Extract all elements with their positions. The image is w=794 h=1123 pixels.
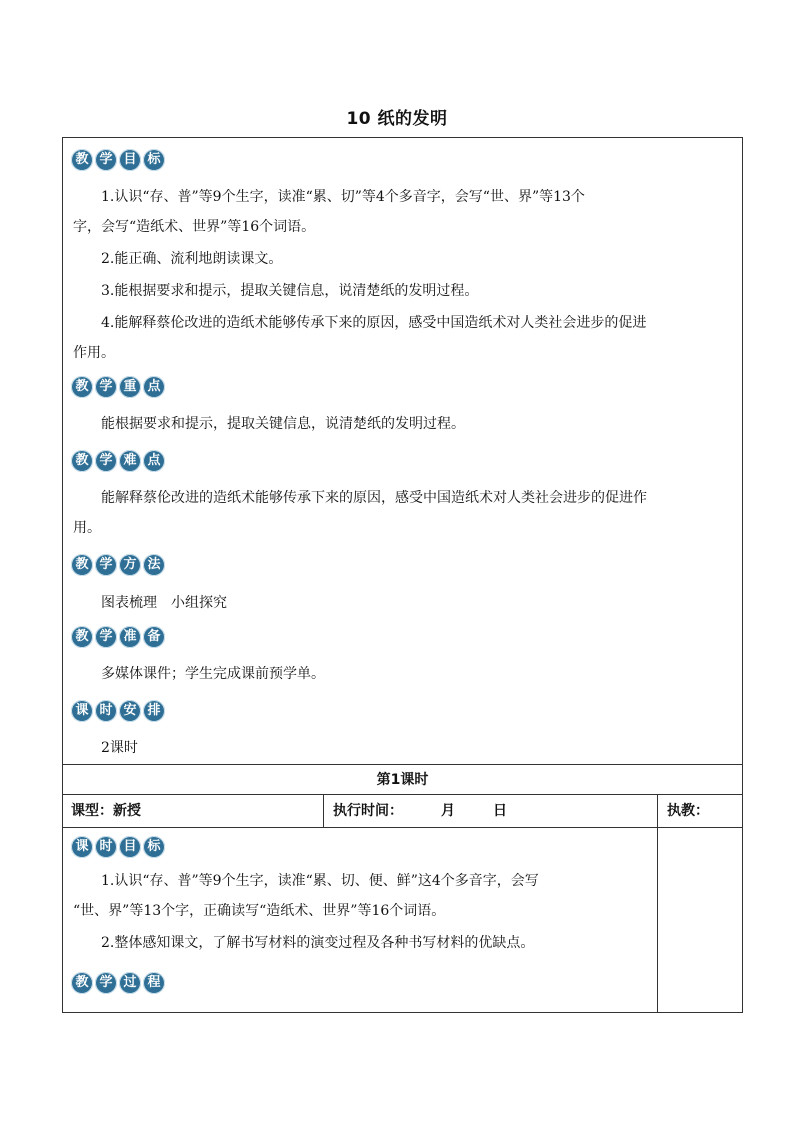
badge-char: 学 — [95, 450, 117, 472]
badge-preparation — [71, 626, 165, 648]
column-divider — [657, 794, 658, 1013]
difficulty-text: 用。 — [73, 520, 101, 536]
badge-char: 教 — [71, 554, 93, 576]
goal-line: 3.能根据要求和提示，提取关键信息，说清楚纸的发明过程。 — [101, 283, 479, 299]
row-divider — [63, 764, 742, 765]
goal-line: 1.认识“存、普”等9个生字，读准“累、切”等4个多音字，会写“世、界”等13个 — [101, 189, 585, 205]
badge-char: 点 — [143, 376, 165, 398]
badge-schedule — [71, 700, 165, 722]
lesson-header: 第1课时 — [376, 772, 429, 788]
badge-char: 排 — [143, 700, 165, 722]
key-point-text: 能根据要求和提示，提取关键信息，说清楚纸的发明过程。 — [101, 416, 465, 432]
badge-char: 学 — [95, 376, 117, 398]
row-divider — [63, 827, 742, 828]
badge-char: 程 — [143, 972, 165, 994]
method-text: 图表梳理 小组探究 — [101, 595, 227, 611]
difficulty-text: 能解释蔡伦改进的造纸术能够传承下来的原因，感受中国造纸术对人类社会进步的促进作 — [101, 490, 647, 506]
badge-char: 教 — [71, 972, 93, 994]
row-divider — [63, 794, 742, 795]
badge-char: 法 — [143, 554, 165, 576]
goal-line: 字，会写“造纸术、世界”等16个词语。 — [73, 219, 316, 235]
badge-char: 学 — [95, 626, 117, 648]
page-title: 10 纸的发明 — [346, 109, 448, 129]
badge-teaching-process — [71, 972, 165, 994]
badge-char: 目 — [119, 149, 141, 171]
badge-char: 难 — [119, 450, 141, 472]
lesson-goal-line: 2.整体感知课文，了解书写材料的演变过程及各种书写材料的优缺点。 — [101, 935, 535, 951]
column-divider — [323, 794, 324, 827]
badge-difficulty — [71, 450, 165, 472]
lesson-goal-line: “世、界”等13个字，正确读写“造纸术、世界”等16个词语。 — [73, 903, 446, 919]
goal-line: 4.能解释蔡伦改进的造纸术能够传承下来的原因，感受中国造纸术对人类社会进步的促进 — [101, 315, 647, 331]
badge-char: 课 — [71, 700, 93, 722]
lesson-goal-line: 1.认识“存、普”等9个生字，读准“累、切、便、鲜”这4个多音字，会写 — [101, 873, 539, 889]
badge-char: 重 — [119, 376, 141, 398]
badge-char: 时 — [95, 836, 117, 858]
badge-key-point — [71, 376, 165, 398]
lesson-type: 课型：新授 — [71, 803, 141, 819]
badge-teaching-goals — [71, 149, 165, 171]
badge-method — [71, 554, 165, 576]
badge-char: 准 — [119, 626, 141, 648]
badge-char: 标 — [143, 836, 165, 858]
badge-lesson-goals — [71, 836, 165, 858]
preparation-text: 多媒体课件；学生完成课前预学单。 — [101, 666, 325, 682]
badge-char: 教 — [71, 450, 93, 472]
badge-char: 教 — [71, 376, 93, 398]
badge-char: 方 — [119, 554, 141, 576]
badge-char: 课 — [71, 836, 93, 858]
badge-char: 教 — [71, 626, 93, 648]
badge-char: 点 — [143, 450, 165, 472]
badge-char: 目 — [119, 836, 141, 858]
execution-time: 执行时间： 月 日 — [333, 803, 507, 819]
schedule-text: 2课时 — [101, 740, 138, 756]
goal-line: 2.能正确、流利地朗读课文。 — [101, 251, 283, 267]
badge-char: 标 — [143, 149, 165, 171]
badge-char: 教 — [71, 149, 93, 171]
badge-char: 学 — [95, 972, 117, 994]
badge-char: 安 — [119, 700, 141, 722]
goal-line: 作用。 — [73, 345, 115, 361]
lesson-plan-table — [62, 137, 743, 1013]
teacher-label: 执教： — [667, 803, 709, 819]
badge-char: 过 — [119, 972, 141, 994]
badge-char: 学 — [95, 554, 117, 576]
badge-char: 时 — [95, 700, 117, 722]
badge-char: 学 — [95, 149, 117, 171]
badge-char: 备 — [143, 626, 165, 648]
